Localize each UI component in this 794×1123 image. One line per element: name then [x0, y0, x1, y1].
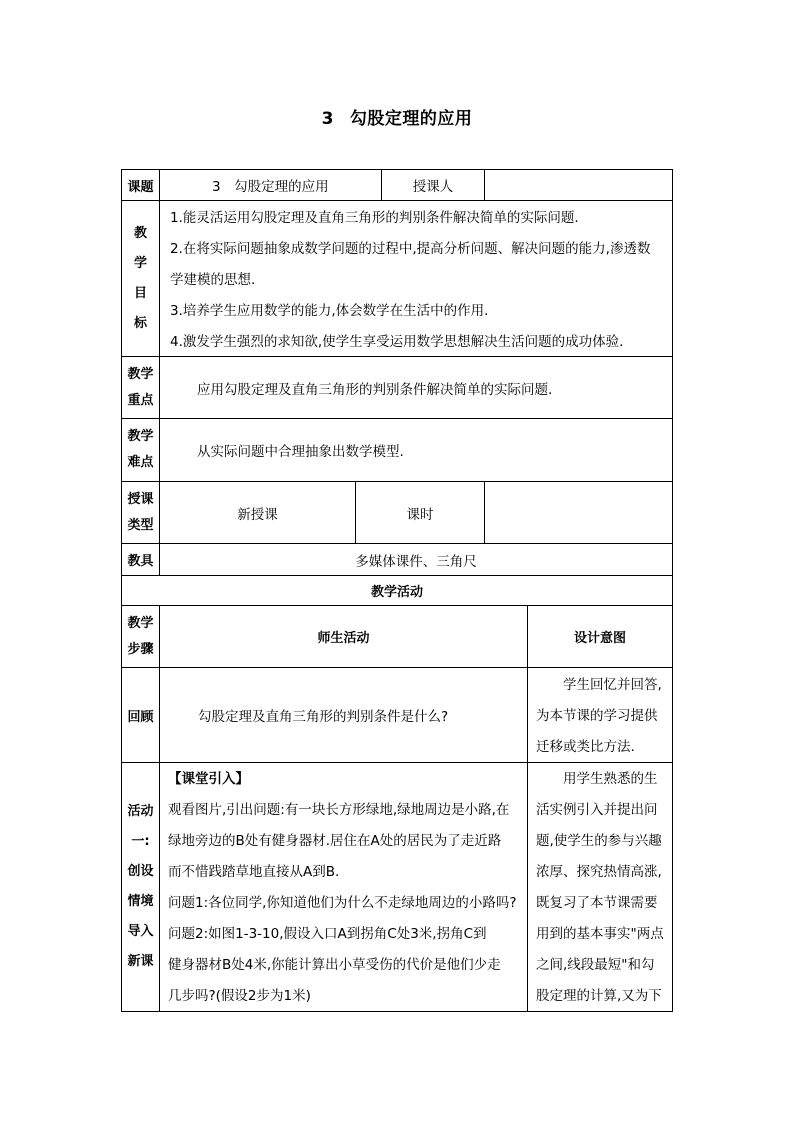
review-intent-line: 为本节课的学习提供 — [536, 708, 658, 724]
topic-value: 3 勾股定理的应用 — [212, 179, 329, 195]
activities-header-cell — [121, 575, 673, 606]
activity1-intent-line: 之间,线段最短"和勾 — [536, 957, 655, 973]
difficult-label-cell — [121, 418, 160, 482]
activity1-heading: 【课堂引入】 — [168, 771, 249, 787]
step-header-line: 步骤 — [127, 641, 154, 657]
key-content-cell — [159, 356, 673, 419]
activity1-label-cell — [121, 762, 160, 1012]
goals-label-char: 目 — [133, 285, 147, 301]
goal-line: 3.培养学生应用数学的能力,体会数学在生活中的作用. — [170, 303, 489, 319]
activity1-label-line: 活动 — [127, 804, 154, 819]
title-number: 3 — [321, 109, 334, 129]
intent-header: 设计意图 — [573, 631, 626, 646]
goals-label-cell — [121, 200, 160, 357]
step-header-cell — [121, 605, 160, 668]
type-label-line: 授课 — [127, 491, 154, 507]
type-label-line: 类型 — [127, 517, 154, 533]
review-intent-line: 学生回忆并回答, — [563, 677, 662, 693]
activity1-line: 绿地旁边的B处有健身器材.居住在A处的居民为了走近路 — [168, 833, 502, 849]
activity1-intent-cell — [527, 762, 673, 1012]
goals-content-cell — [159, 200, 673, 357]
activity1-line: 问题2:如图1-3-10,假设入口A到拐角C处3米,拐角C到 — [168, 926, 487, 942]
type-value: 新授课 — [237, 506, 278, 523]
difficult-label-line: 教学 — [127, 429, 154, 444]
hours-label-cell — [355, 481, 485, 544]
goal-line: 1.能灵活运用勾股定理及直角三角形的判别条件解决简单的实际问题. — [170, 210, 579, 226]
teacher-value-cell — [484, 169, 673, 201]
tools-value: 多媒体课件、三角尺 — [355, 553, 477, 570]
review-activity: 勾股定理及直角三角形的判别条件是什么? — [198, 709, 449, 725]
goal-line: 2.在将实际问题抽象成数学问题的过程中,提高分析问题、解决问题的能力,渗透数 — [170, 241, 651, 257]
activity1-label-line: 创设 — [127, 864, 154, 879]
activity1-intent-line: 题,使学生的参与兴趣 — [536, 833, 662, 849]
topic-label-cell — [121, 169, 160, 201]
activity1-label-line: 情境 — [127, 894, 154, 909]
activity1-line: 观看图片,引出问题:有一块长方形绿地,绿地周边是小路,在 — [168, 802, 510, 818]
activity1-intent-line: 用到的基本事实"两点 — [536, 926, 664, 942]
topic-value-cell — [159, 169, 382, 201]
activity1-content-cell — [159, 762, 528, 1012]
type-label-cell — [121, 481, 160, 544]
difficult-content-cell — [159, 418, 673, 482]
tools-label: 教具 — [127, 554, 154, 569]
teacher-label: 授课人 — [412, 179, 454, 195]
activity-header: 师生活动 — [317, 631, 370, 646]
tools-value-cell — [159, 543, 673, 576]
goal-line: 4.激发学生强烈的求知欲,使学生享受运用数学思想解决生活问题的成功体验. — [170, 334, 624, 350]
key-label-line: 教学 — [127, 366, 154, 382]
step-header-line: 教学 — [127, 615, 154, 631]
activities-header: 教学活动 — [370, 585, 423, 600]
tools-label-cell — [121, 543, 160, 576]
activity1-intent-line: 用学生熟悉的生 — [563, 771, 658, 787]
review-intent-cell — [527, 667, 673, 763]
goals-label-char: 教 — [133, 225, 147, 241]
title-text: 勾股定理的应用 — [349, 109, 473, 129]
intent-header-cell — [527, 605, 673, 668]
page-title — [0, 104, 794, 129]
goals-label-char: 学 — [133, 255, 147, 271]
topic-label: 课题 — [127, 179, 154, 195]
activity1-line: 几步吗?(假设2步为1米) — [168, 988, 311, 1004]
key-label-line: 重点 — [127, 392, 154, 408]
activity-header-cell — [159, 605, 528, 668]
activity1-intent-line: 浓厚、探究热情高涨, — [536, 864, 662, 880]
key-label-cell — [121, 356, 160, 419]
review-activity-cell — [159, 667, 528, 763]
activity1-intent-line: 股定理的计算,又为下 — [536, 988, 662, 1004]
goals-label-char: 标 — [133, 315, 147, 331]
teacher-label-cell — [381, 169, 485, 201]
activity1-label-line: 一: — [131, 834, 150, 849]
hours-value-cell — [484, 481, 673, 544]
review-label-cell — [121, 667, 160, 763]
type-value-cell — [159, 481, 356, 544]
hours-label: 课时 — [406, 506, 434, 523]
activity1-line: 而不惜践踏草地直接从A到B. — [168, 864, 340, 880]
activity1-label-line: 新课 — [127, 954, 154, 969]
key-content: 应用勾股定理及直角三角形的判别条件解决简单的实际问题. — [197, 381, 553, 398]
activity1-line: 问题1:各位同学,你知道他们为什么不走绿地周边的小路吗? — [168, 895, 517, 911]
difficult-label-line: 难点 — [127, 455, 154, 470]
activity1-intent-line: 既复习了本节课需要 — [536, 895, 658, 911]
review-intent-line: 迁移或类比方法. — [536, 739, 635, 755]
activity1-line: 健身器材B处4米,你能计算出小草受伤的代价是他们少走 — [168, 957, 501, 973]
activity1-intent-line: 活实例引入并提出问 — [536, 802, 658, 818]
goal-line: 学建模的思想. — [170, 272, 256, 288]
review-label: 回顾 — [127, 709, 154, 725]
activity1-label-line: 导入 — [127, 924, 154, 939]
difficult-content: 从实际问题中合理抽象出数学模型. — [197, 444, 404, 460]
